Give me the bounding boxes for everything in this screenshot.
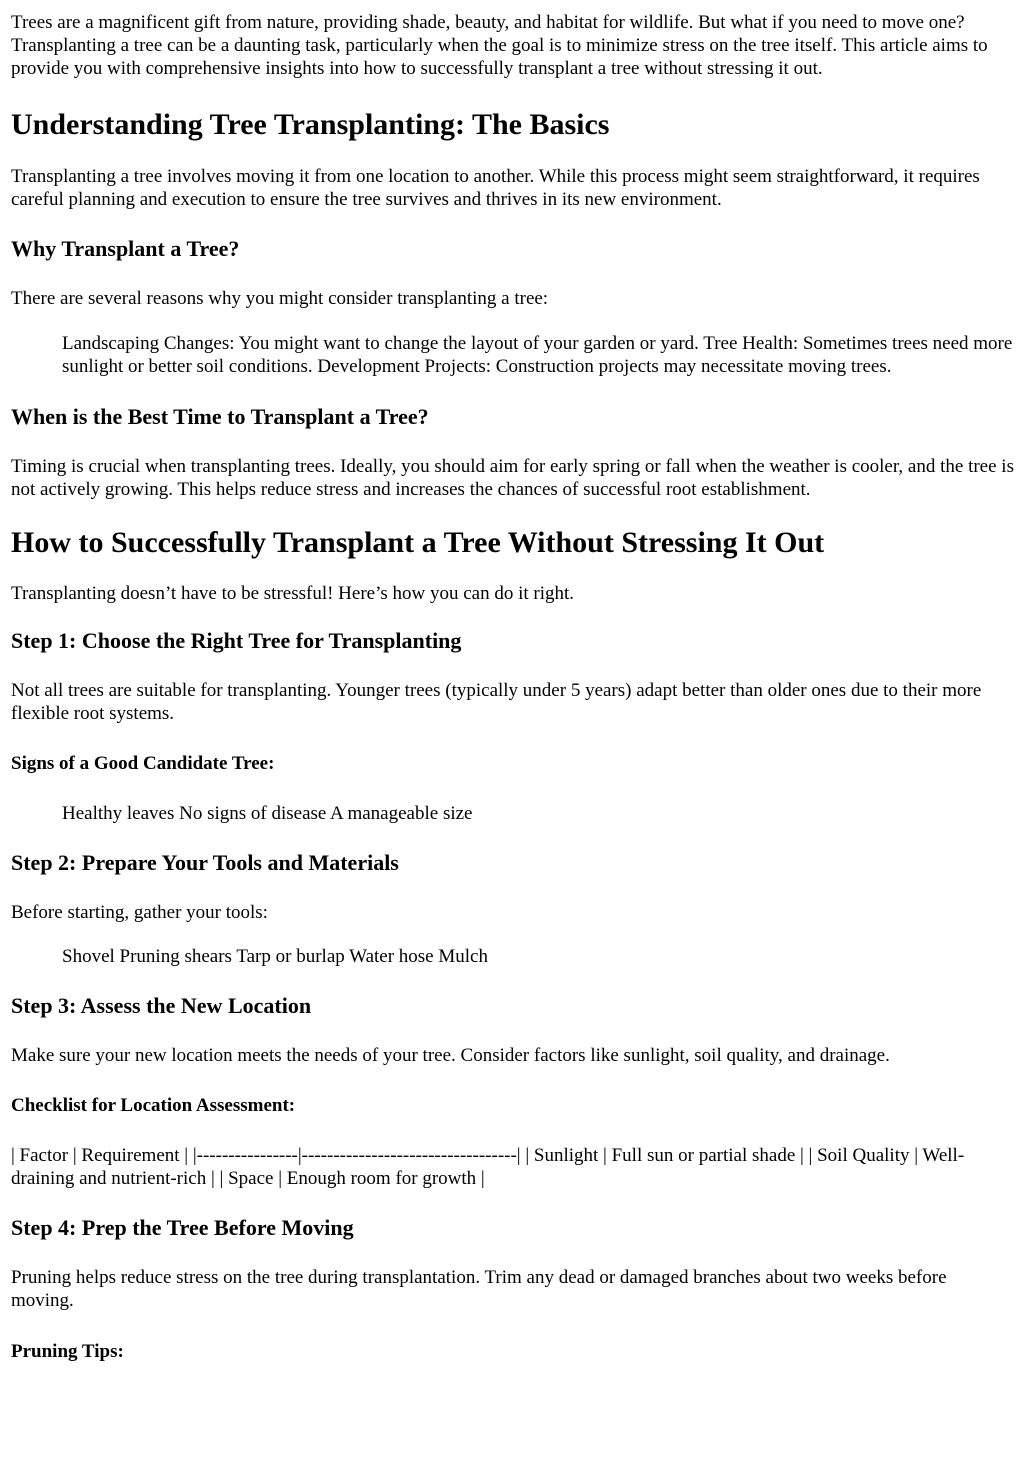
paragraph-step3: Make sure your new location meets the needs of your tree. Consider factors like sunlight, soil quality, and drainage. — [11, 1045, 890, 1066]
paragraph-why: There are several reasons why you might consider transplanting a tree: — [11, 288, 549, 309]
list-signs: Healthy leaves No signs of disease A manageable size — [62, 803, 473, 824]
heading-pruning-tips: Pruning Tips: — [11, 1341, 124, 1362]
paragraph-when: Timing is crucial when transplanting trees. Ideally, you should aim for early spring or fall when the weather is cooler, and the tree is not actively growing. This helps reduce stress and increases the chances of successful root establishment. — [11, 456, 1014, 500]
heading-step2: Step 2: Prepare Your Tools and Materials — [11, 850, 399, 875]
heading-signs: Signs of a Good Candidate Tree: — [11, 753, 275, 774]
heading-step4: Step 4: Prep the Tree Before Moving — [11, 1215, 354, 1240]
heading-step1: Step 1: Choose the Right Tree for Transplanting — [11, 628, 462, 653]
article-body — [0, 11, 1024, 1363]
intro-paragraph: Trees are a magnificent gift from nature, providing shade, beauty, and habitat for wildlife. But what if you need to move one? Transplanting a tree can be a daunting task, particularly when the goal is to minimize stress on the tree itself. This article aims to provide you with comprehensive insights into how to successfully transplant a tree without stressing it out. — [11, 12, 988, 79]
heading-step3: Step 3: Assess the New Location — [11, 993, 312, 1018]
heading-checklist: Checklist for Location Assessment: — [11, 1095, 296, 1116]
heading-when: When is the Best Time to Transplant a Tree? — [11, 404, 429, 429]
paragraph-step4: Pruning helps reduce stress on the tree during transplantation. Trim any dead or damaged branches about two weeks before moving. — [11, 1267, 947, 1311]
heading-basics: Understanding Tree Transplanting: The Basics — [11, 108, 610, 141]
paragraph-step2: Before starting, gather your tools: — [11, 902, 268, 923]
paragraph-location-table: | Factor | Requirement | |----------------|----------------------------------| | Sunlight | Full sun or partial shade | | Soil Quality | Well-draining and nutrient-rich | | Space | Enough room for growth | — [11, 1145, 965, 1189]
list-tools: Shovel Pruning shears Tarp or burlap Water hose Mulch — [62, 946, 488, 967]
heading-how: How to Successfully Transplant a Tree Without Stressing It Out — [11, 526, 825, 559]
heading-why: Why Transplant a Tree? — [11, 236, 240, 261]
paragraph-how: Transplanting doesn’t have to be stressful! Here’s how you can do it right. — [11, 583, 575, 604]
paragraph-step1: Not all trees are suitable for transplanting. Younger trees (typically under 5 years) adapt better than older ones due to their more flexible root systems. — [11, 680, 982, 724]
list-why-reasons: Landscaping Changes: You might want to change the layout of your garden or yard. Tree Health: Sometimes trees need more sunlight or better soil conditions. Development Projects: Construction projects may necessitate moving trees. — [62, 333, 1013, 377]
paragraph-basics: Transplanting a tree involves moving it from one location to another. While this process might seem straightforward, it requires careful planning and execution to ensure the tree survives and thrives in its new environment. — [11, 166, 980, 210]
